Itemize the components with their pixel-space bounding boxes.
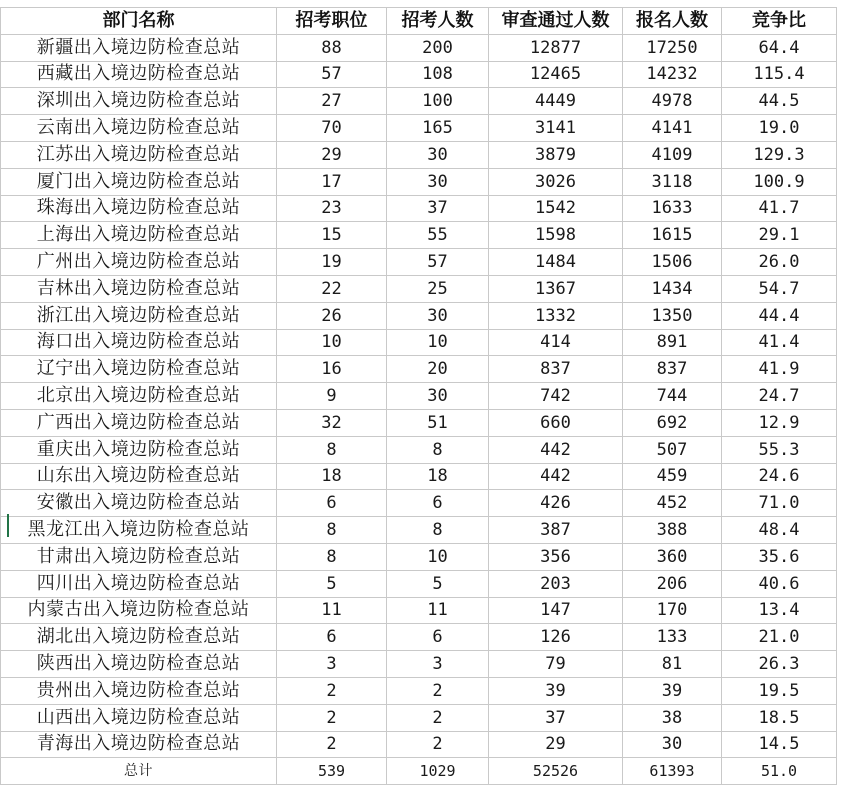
cell-applicants[interactable]: 1434 xyxy=(623,275,722,302)
cell-ratio[interactable]: 44.5 xyxy=(722,88,837,115)
cell-approved[interactable]: 1332 xyxy=(489,302,623,329)
cell-ratio[interactable]: 21.0 xyxy=(722,624,837,651)
cell-applicants[interactable]: 61393 xyxy=(623,758,722,785)
cell-applicants[interactable]: 452 xyxy=(623,490,722,517)
table-row xyxy=(1,597,837,624)
cell-positions[interactable]: 10 xyxy=(277,329,387,356)
cell-positions[interactable]: 26 xyxy=(277,302,387,329)
cell-department[interactable]: 四川出入境边防检查总站 xyxy=(1,570,277,597)
cell-approved[interactable]: 39 xyxy=(489,677,623,704)
header-cell-quota[interactable]: 招考人数 xyxy=(387,8,489,35)
cell-applicants[interactable]: 1506 xyxy=(623,249,722,276)
cell-ratio[interactable]: 71.0 xyxy=(722,490,837,517)
cell-quota[interactable]: 30 xyxy=(387,383,489,410)
cell-ratio[interactable]: 55.3 xyxy=(722,436,837,463)
cell-ratio[interactable]: 100.9 xyxy=(722,168,837,195)
cell-positions[interactable]: 5 xyxy=(277,570,387,597)
table-row xyxy=(1,168,837,195)
cell-positions[interactable]: 2 xyxy=(277,731,387,758)
cell-positions[interactable]: 27 xyxy=(277,88,387,115)
table-row xyxy=(1,34,837,61)
cell-approved[interactable]: 3141 xyxy=(489,115,623,142)
cell-approved[interactable]: 29 xyxy=(489,731,623,758)
cell-department[interactable]: 陕西出入境边防检查总站 xyxy=(1,651,277,678)
table-row xyxy=(1,275,837,302)
cell-ratio[interactable]: 29.1 xyxy=(722,222,837,249)
cell-approved[interactable]: 1367 xyxy=(489,275,623,302)
cell-positions[interactable]: 19 xyxy=(277,249,387,276)
cell-applicants[interactable]: 459 xyxy=(623,463,722,490)
cell-positions[interactable]: 2 xyxy=(277,677,387,704)
cell-approved[interactable]: 1542 xyxy=(489,195,623,222)
cell-positions[interactable]: 11 xyxy=(277,597,387,624)
table-row xyxy=(1,731,837,758)
cell-quota[interactable]: 37 xyxy=(387,195,489,222)
cell-applicants[interactable]: 3118 xyxy=(623,168,722,195)
cell-ratio[interactable]: 41.9 xyxy=(722,356,837,383)
cell-quota[interactable]: 55 xyxy=(387,222,489,249)
cell-positions[interactable]: 88 xyxy=(277,34,387,61)
cell-quota[interactable]: 200 xyxy=(387,34,489,61)
cell-approved[interactable]: 147 xyxy=(489,597,623,624)
cell-quota[interactable]: 10 xyxy=(387,329,489,356)
cell-applicants[interactable]: 507 xyxy=(623,436,722,463)
cell-applicants[interactable]: 17250 xyxy=(623,34,722,61)
table-row xyxy=(1,88,837,115)
table-row xyxy=(1,356,837,383)
cell-positions[interactable]: 8 xyxy=(277,517,387,544)
cell-positions[interactable]: 57 xyxy=(277,61,387,88)
cell-positions[interactable]: 6 xyxy=(277,490,387,517)
cell-positions[interactable]: 8 xyxy=(277,436,387,463)
cell-approved[interactable]: 356 xyxy=(489,543,623,570)
table-row xyxy=(1,517,837,544)
cell-approved[interactable]: 1598 xyxy=(489,222,623,249)
cell-ratio[interactable]: 26.0 xyxy=(722,249,837,276)
cell-approved[interactable]: 442 xyxy=(489,463,623,490)
table-row xyxy=(1,624,837,651)
cell-ratio[interactable]: 19.5 xyxy=(722,677,837,704)
table-row xyxy=(1,409,837,436)
cell-quota[interactable]: 11 xyxy=(387,597,489,624)
cell-department[interactable]: 浙江出入境边防检查总站 xyxy=(1,302,277,329)
cell-ratio[interactable]: 19.0 xyxy=(722,115,837,142)
cell-ratio[interactable]: 40.6 xyxy=(722,570,837,597)
cell-positions[interactable]: 15 xyxy=(277,222,387,249)
cell-quota[interactable]: 57 xyxy=(387,249,489,276)
cell-ratio[interactable]: 115.4 xyxy=(722,61,837,88)
cell-department[interactable]: 深圳出入境边防检查总站 xyxy=(1,88,277,115)
cell-ratio[interactable]: 12.9 xyxy=(722,409,837,436)
cell-ratio[interactable]: 54.7 xyxy=(722,275,837,302)
table-row xyxy=(1,141,837,168)
cell-ratio[interactable]: 26.3 xyxy=(722,651,837,678)
cell-applicants[interactable]: 388 xyxy=(623,517,722,544)
cell-department[interactable]: 新疆出入境边防检查总站 xyxy=(1,34,277,61)
header-row xyxy=(1,8,837,35)
cell-approved[interactable]: 837 xyxy=(489,356,623,383)
cell-department[interactable]: 珠海出入境边防检查总站 xyxy=(1,195,277,222)
cell-ratio[interactable]: 24.6 xyxy=(722,463,837,490)
cell-department[interactable]: 厦门出入境边防检查总站 xyxy=(1,168,277,195)
table-row xyxy=(1,329,837,356)
table-row xyxy=(1,704,837,731)
table-row xyxy=(1,115,837,142)
cell-quota[interactable]: 30 xyxy=(387,302,489,329)
cell-department[interactable]: 西藏出入境边防检查总站 xyxy=(1,61,277,88)
cell-quota[interactable]: 10 xyxy=(387,543,489,570)
cell-approved[interactable]: 1484 xyxy=(489,249,623,276)
cell-quota[interactable]: 3 xyxy=(387,651,489,678)
cell-ratio[interactable]: 44.4 xyxy=(722,302,837,329)
cell-department[interactable]: 湖北出入境边防检查总站 xyxy=(1,624,277,651)
cell-quota[interactable]: 108 xyxy=(387,61,489,88)
table-row xyxy=(1,436,837,463)
cell-ratio[interactable]: 13.4 xyxy=(722,597,837,624)
cell-approved[interactable]: 426 xyxy=(489,490,623,517)
cell-quota[interactable]: 6 xyxy=(387,624,489,651)
cell-positions[interactable]: 23 xyxy=(277,195,387,222)
cell-approved[interactable]: 203 xyxy=(489,570,623,597)
cell-approved[interactable]: 3879 xyxy=(489,141,623,168)
active-cell-marker xyxy=(7,514,9,537)
cell-department[interactable]: 海口出入境边防检查总站 xyxy=(1,329,277,356)
cell-applicants[interactable]: 1615 xyxy=(623,222,722,249)
cell-approved[interactable]: 12465 xyxy=(489,61,623,88)
cell-approved[interactable]: 52526 xyxy=(489,758,623,785)
cell-quota[interactable]: 2 xyxy=(387,677,489,704)
cell-positions[interactable]: 16 xyxy=(277,356,387,383)
cell-positions[interactable]: 2 xyxy=(277,704,387,731)
cell-applicants[interactable]: 4109 xyxy=(623,141,722,168)
table-row xyxy=(1,490,837,517)
cell-applicants[interactable]: 4978 xyxy=(623,88,722,115)
cell-applicants[interactable]: 1350 xyxy=(623,302,722,329)
cell-department[interactable]: 江苏出入境边防检查总站 xyxy=(1,141,277,168)
cell-quota[interactable]: 25 xyxy=(387,275,489,302)
cell-department[interactable]: 广州出入境边防检查总站 xyxy=(1,249,277,276)
cell-ratio[interactable]: 48.4 xyxy=(722,517,837,544)
cell-ratio[interactable]: 51.0 xyxy=(722,758,837,785)
cell-department[interactable]: 北京出入境边防检查总站 xyxy=(1,383,277,410)
table-row xyxy=(1,222,837,249)
cell-approved[interactable]: 442 xyxy=(489,436,623,463)
cell-department[interactable]: 青海出入境边防检查总站 xyxy=(1,731,277,758)
cell-approved[interactable]: 37 xyxy=(489,704,623,731)
cell-applicants[interactable]: 14232 xyxy=(623,61,722,88)
cell-applicants[interactable]: 4141 xyxy=(623,115,722,142)
cell-applicants[interactable]: 837 xyxy=(623,356,722,383)
cell-quota[interactable]: 1029 xyxy=(387,758,489,785)
cell-department[interactable]: 黑龙江出入境边防检查总站 xyxy=(1,517,277,544)
cell-positions[interactable]: 70 xyxy=(277,115,387,142)
table-row xyxy=(1,463,837,490)
table-row xyxy=(1,543,837,570)
cell-department[interactable]: 山东出入境边防检查总站 xyxy=(1,463,277,490)
header-cell-positions[interactable]: 招考职位 xyxy=(277,8,387,35)
cell-department[interactable]: 云南出入境边防检查总站 xyxy=(1,115,277,142)
cell-applicants[interactable]: 360 xyxy=(623,543,722,570)
cell-ratio[interactable]: 18.5 xyxy=(722,704,837,731)
table-row xyxy=(1,570,837,597)
table-row xyxy=(1,249,837,276)
cell-quota[interactable]: 18 xyxy=(387,463,489,490)
cell-applicants[interactable]: 133 xyxy=(623,624,722,651)
cell-department[interactable]: 内蒙古出入境边防检查总站 xyxy=(1,597,277,624)
cell-positions[interactable]: 17 xyxy=(277,168,387,195)
cell-quota[interactable]: 51 xyxy=(387,409,489,436)
cell-approved[interactable]: 387 xyxy=(489,517,623,544)
cell-approved[interactable]: 660 xyxy=(489,409,623,436)
cell-applicants[interactable]: 891 xyxy=(623,329,722,356)
cell-ratio[interactable]: 35.6 xyxy=(722,543,837,570)
cell-applicants[interactable]: 38 xyxy=(623,704,722,731)
cell-ratio[interactable]: 14.5 xyxy=(722,731,837,758)
cell-quota[interactable]: 8 xyxy=(387,517,489,544)
table-row xyxy=(1,651,837,678)
table-row xyxy=(1,61,837,88)
table-row xyxy=(1,677,837,704)
cell-quota[interactable]: 30 xyxy=(387,168,489,195)
cell-quota[interactable]: 100 xyxy=(387,88,489,115)
table-row xyxy=(1,383,837,410)
cell-department[interactable]: 广西出入境边防检查总站 xyxy=(1,409,277,436)
cell-positions[interactable]: 29 xyxy=(277,141,387,168)
cell-applicants[interactable]: 30 xyxy=(623,731,722,758)
cell-applicants[interactable]: 744 xyxy=(623,383,722,410)
cell-quota[interactable]: 165 xyxy=(387,115,489,142)
total-row xyxy=(1,758,837,785)
header-cell-ratio[interactable]: 竞争比 xyxy=(722,8,837,35)
cell-department[interactable]: 辽宁出入境边防检查总站 xyxy=(1,356,277,383)
cell-applicants[interactable]: 39 xyxy=(623,677,722,704)
cell-applicants[interactable]: 1633 xyxy=(623,195,722,222)
cell-department[interactable]: 上海出入境边防检查总站 xyxy=(1,222,277,249)
cell-ratio[interactable]: 41.7 xyxy=(722,195,837,222)
cell-positions[interactable]: 32 xyxy=(277,409,387,436)
cell-quota[interactable]: 30 xyxy=(387,141,489,168)
cell-approved[interactable]: 12877 xyxy=(489,34,623,61)
cell-department[interactable]: 贵州出入境边防检查总站 xyxy=(1,677,277,704)
cell-positions[interactable]: 18 xyxy=(277,463,387,490)
cell-approved[interactable]: 79 xyxy=(489,651,623,678)
cell-quota[interactable]: 6 xyxy=(387,490,489,517)
cell-quota[interactable]: 2 xyxy=(387,731,489,758)
table-row xyxy=(1,195,837,222)
cell-department[interactable]: 吉林出入境边防检查总站 xyxy=(1,275,277,302)
cell-positions[interactable]: 9 xyxy=(277,383,387,410)
header-cell-department[interactable]: 部门名称 xyxy=(1,8,277,35)
header-cell-applicants[interactable]: 报名人数 xyxy=(623,8,722,35)
cell-approved[interactable]: 742 xyxy=(489,383,623,410)
cell-quota[interactable]: 8 xyxy=(387,436,489,463)
cell-approved[interactable]: 414 xyxy=(489,329,623,356)
cell-positions[interactable]: 539 xyxy=(277,758,387,785)
cell-ratio[interactable]: 41.4 xyxy=(722,329,837,356)
cell-applicants[interactable]: 692 xyxy=(623,409,722,436)
cell-applicants[interactable]: 81 xyxy=(623,651,722,678)
cell-quota[interactable]: 2 xyxy=(387,704,489,731)
cell-approved[interactable]: 3026 xyxy=(489,168,623,195)
cell-applicants[interactable]: 206 xyxy=(623,570,722,597)
cell-positions[interactable]: 6 xyxy=(277,624,387,651)
cell-positions[interactable]: 3 xyxy=(277,651,387,678)
cell-approved[interactable]: 126 xyxy=(489,624,623,651)
cell-positions[interactable]: 22 xyxy=(277,275,387,302)
cell-ratio[interactable]: 64.4 xyxy=(722,34,837,61)
cell-department[interactable]: 山西出入境边防检查总站 xyxy=(1,704,277,731)
cell-department[interactable]: 甘肃出入境边防检查总站 xyxy=(1,543,277,570)
cell-positions[interactable]: 8 xyxy=(277,543,387,570)
cell-approved[interactable]: 4449 xyxy=(489,88,623,115)
cell-applicants[interactable]: 170 xyxy=(623,597,722,624)
cell-department[interactable]: 总计 xyxy=(1,758,277,785)
header-cell-approved[interactable]: 审查通过人数 xyxy=(489,8,623,35)
data-table xyxy=(0,7,837,785)
cell-ratio[interactable]: 129.3 xyxy=(722,141,837,168)
cell-department[interactable]: 安徽出入境边防检查总站 xyxy=(1,490,277,517)
cell-ratio[interactable]: 24.7 xyxy=(722,383,837,410)
cell-department[interactable]: 重庆出入境边防检查总站 xyxy=(1,436,277,463)
cell-quota[interactable]: 20 xyxy=(387,356,489,383)
cell-quota[interactable]: 5 xyxy=(387,570,489,597)
table-row xyxy=(1,302,837,329)
